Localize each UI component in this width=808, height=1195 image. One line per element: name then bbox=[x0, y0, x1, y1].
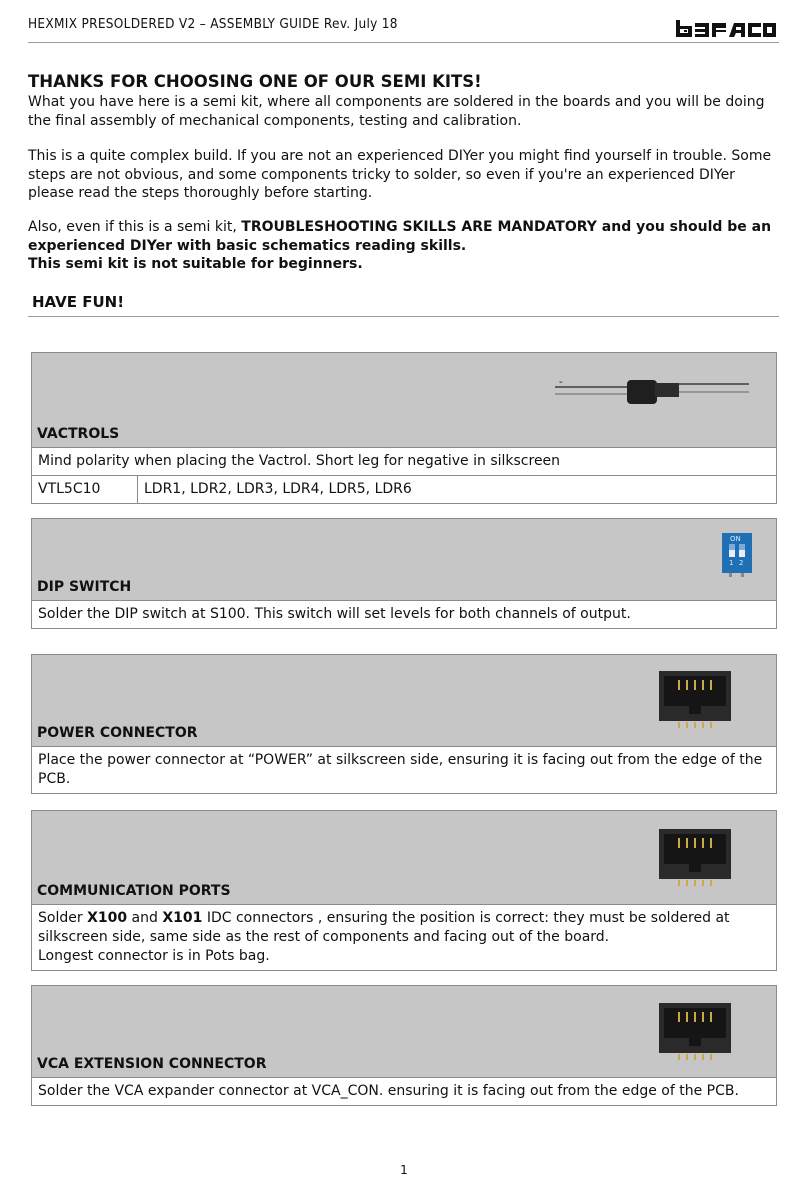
intro-p3-lead: Also, even if this is a semi kit, bbox=[28, 219, 242, 235]
header-rule bbox=[28, 42, 779, 43]
page-number: 1 bbox=[400, 1163, 408, 1177]
section-dip-switch bbox=[31, 518, 777, 629]
comm-note-longest: Longest connector is in Pots bag. bbox=[38, 948, 270, 964]
vactrol-references: LDR1, LDR2, LDR3, LDR4, LDR5, LDR6 bbox=[144, 481, 412, 497]
vactrol-part-number: VTL5C10 bbox=[32, 476, 138, 503]
comm-note-and: and bbox=[127, 910, 163, 926]
intro-paragraph-1: What you have here is a semi kit, where all components are soldered in the boards and you will be doing the final assembly of mechanical components, testing and calibration. bbox=[28, 94, 765, 129]
comm-note-post: IDC connectors , ensuring the position is correct: they must be soldered at silkscreen side, same side as the rest of components and facing out of the board. bbox=[38, 910, 730, 945]
section-dip-header bbox=[32, 519, 776, 601]
section-vactrols bbox=[31, 352, 777, 504]
comm-note-pre: Solder bbox=[38, 910, 88, 926]
intro-paragraph-2: This is a quite complex build. If you are not an experienced DIYer you might find yourself in trouble. Some steps are not obvious, and some components tricky to solder, so even if you're an experienced DIYer please read the steps thoroughly before starting. bbox=[28, 148, 772, 201]
section-power-note: Place the power connector at “POWER” at silkscreen side, ensuring it is facing out from the edge of the PCB. bbox=[38, 752, 763, 787]
svg-text:-: - bbox=[559, 377, 563, 388]
section-comm-note bbox=[32, 905, 776, 970]
section-vactrols-note: Mind polarity when placing the Vactrol. Short leg for negative in silkscreen bbox=[38, 453, 561, 469]
section-vactrols-title: VACTROLS bbox=[37, 426, 120, 442]
section-communication-ports bbox=[31, 810, 777, 971]
section-vactrols-parts-row bbox=[32, 475, 776, 503]
section-power-connector bbox=[31, 654, 777, 794]
section-vca-header bbox=[32, 986, 776, 1078]
section-comm-title: COMMUNICATION PORTS bbox=[37, 883, 231, 899]
comm-x100: X100 bbox=[87, 910, 128, 926]
section-comm-header bbox=[32, 811, 776, 905]
intro-p3-warning: TROUBLESHOOTING SKILLS ARE MANDATORY and you should be an experienced DIYer with basic schematics reading skills. bbox=[28, 219, 772, 254]
section-power-title: POWER CONNECTOR bbox=[37, 725, 198, 741]
communication-connector-image bbox=[659, 829, 733, 887]
section-power-header bbox=[32, 655, 776, 747]
section-dip-title: DIP SWITCH bbox=[37, 579, 132, 595]
power-connector-image bbox=[659, 671, 733, 729]
intro-heading: THANKS FOR CHOOSING ONE OF OUR SEMI KITS! bbox=[28, 72, 482, 91]
vactrol-image bbox=[555, 373, 751, 409]
svg-text:1: 1 bbox=[729, 559, 734, 567]
svg-text:2: 2 bbox=[739, 559, 744, 567]
befaco-logo bbox=[676, 19, 776, 39]
have-fun-rule bbox=[28, 316, 779, 317]
dip-switch-image bbox=[721, 533, 753, 579]
section-vca-note: Solder the VCA expander connector at VCA_CON. ensuring it is facing out from the edge of the PCB. bbox=[38, 1083, 739, 1099]
section-vca-extension bbox=[31, 985, 777, 1106]
svg-text:ON: ON bbox=[730, 535, 741, 543]
have-fun-heading: HAVE FUN! bbox=[32, 293, 125, 311]
intro-p3-beginners: This semi kit is not suitable for beginners. bbox=[28, 256, 363, 272]
section-vca-title: VCA EXTENSION CONNECTOR bbox=[37, 1056, 267, 1072]
section-dip-note: Solder the DIP switch at S100. This switch will set levels for both channels of output. bbox=[38, 606, 631, 622]
intro-paragraph-3 bbox=[28, 218, 780, 274]
section-vactrols-header bbox=[32, 353, 776, 448]
document-header-title: HEXMIX PRESOLDERED V2 – ASSEMBLY GUIDE Rev. July 18 bbox=[28, 16, 398, 32]
comm-x101: X101 bbox=[162, 910, 203, 926]
vca-connector-image bbox=[659, 1003, 733, 1061]
